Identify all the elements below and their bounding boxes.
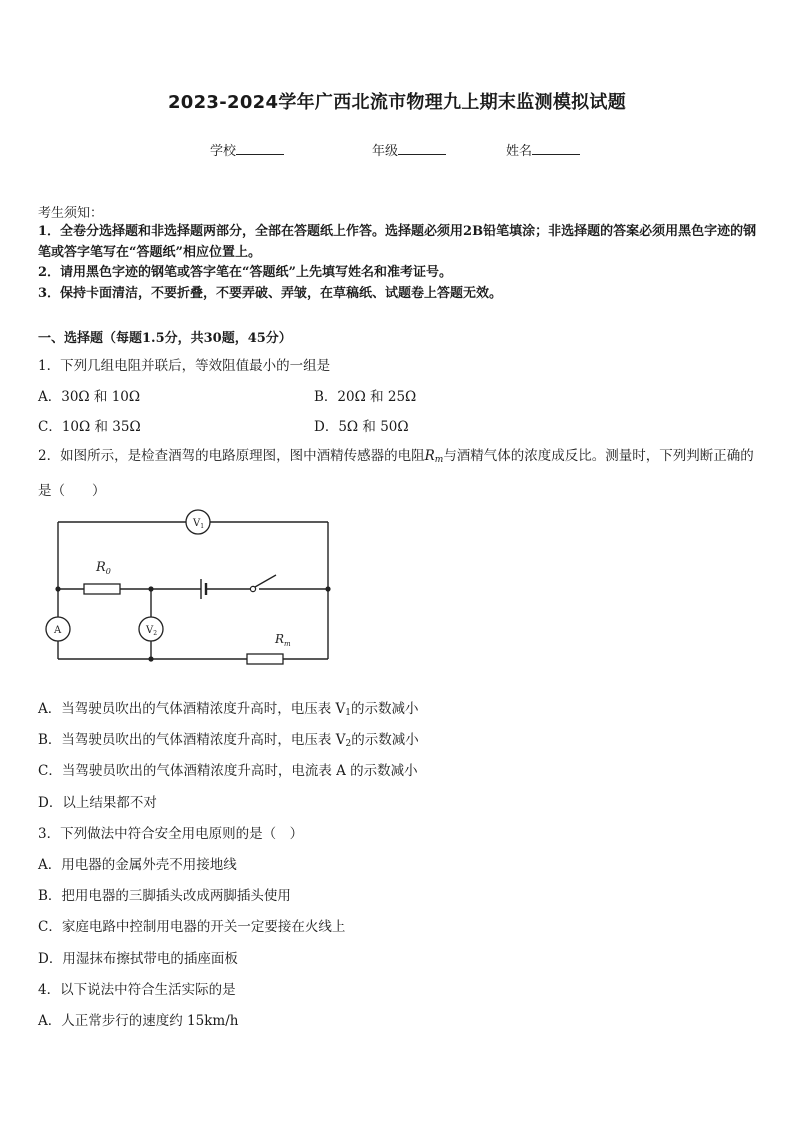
q2-a-text: 的示数减小 [351,701,419,717]
notice-item: 3．保持卡面清洁，不要折叠，不要弄破、弄皱，在草稿纸、试题卷上答题无效。 [38,286,503,301]
rm-main: R [424,448,435,464]
notice-item: 1．全卷分选择题和非选择题两部分，全部在答题纸上作答。选择题必须用2B铅笔填涂；非选择题的答案必须用黑色字迹的钢笔或答字笔写在“答题纸”相应位置上。 [38,224,757,260]
q2-option-b[interactable] [38,728,419,749]
switch-pivot [250,586,255,591]
q3-option-c[interactable]: C．家庭电路中控制用电器的开关一定要接在火线上 [38,919,346,935]
q2-option-d[interactable]: D．以上结果都不对 [38,795,157,811]
rm-sub: m [434,455,444,465]
q2-stem-part: 2．如图所示，是检查酒驾的电路原理图，图中酒精传感器的电阻 [38,448,425,464]
switch-lever-icon [255,575,276,587]
q2-option-a[interactable] [38,697,419,718]
name-field[interactable] [506,140,580,159]
q1-option-c[interactable]: C．10Ω 和 35Ω [38,419,141,435]
grade-field[interactable] [372,140,446,159]
q2-stem-part: 与酒精气体的浓度成反比。测量时，下列判断正确的是（ ） [38,448,754,499]
q3-option-b[interactable]: B．把用电器的三脚插头改成两脚插头使用 [38,888,291,904]
rm-label: $R_m$ [275,632,291,648]
question-1-stem: 1．下列几组电阻并联后，等效阻值最小的一组是 [38,358,331,374]
q3-option-d[interactable]: D．用湿抹布擦拭带电的插座面板 [38,951,238,967]
school-field[interactable] [210,140,284,159]
ammeter-label: A [54,625,62,636]
section-heading: 一、选择题（每题1.5分，共30题，45分） [38,331,292,346]
q1-option-b[interactable]: B．20Ω 和 25Ω [314,389,417,405]
junction-dot [148,586,153,591]
q2-a-text: A．当驾驶员吹出的气体酒精浓度升高时，电压表 V [38,701,346,717]
breathalyzer-circuit-diagram [38,505,338,670]
junction-dot [325,586,330,591]
question-2-stem [38,441,758,507]
q2-b-text: B．当驾驶员吹出的气体酒精浓度升高时，电压表 V [38,732,346,748]
question-4-stem: 4．以下说法中符合生活实际的是 [38,982,236,998]
v2-label: $V_2$ [146,625,158,637]
question-3-stem: 3．下列做法中符合安全用电原则的是（ ） [38,826,304,842]
q2-b-text: 的示数减小 [351,732,419,748]
q1-option-a[interactable]: A．30Ω 和 10Ω [38,389,141,405]
v1-label: $V_1$ [193,518,205,530]
school-label: 学校 [210,144,237,159]
notice-item: 2．请用黑色字迹的钢笔或答字笔在“答题纸”上先填写姓名和准考证号。 [38,265,453,280]
page-title: 2023-2024学年广西北流市物理九上期末监测模拟试题 [167,92,627,113]
name-label: 姓名 [506,144,533,159]
school-blank[interactable] [236,142,284,155]
q4-option-a[interactable]: A．人正常步行的速度约 15km/h [38,1013,239,1029]
grade-blank[interactable] [398,142,446,155]
r0-label: $R_0$ [96,560,111,576]
q3-option-a[interactable]: A．用电器的金属外壳不用接地线 [38,857,237,873]
resistor-r0-icon [84,584,120,594]
q2-a-sub: 1 [345,708,352,718]
grade-label: 年级 [372,144,399,159]
junction-dot [148,656,153,661]
q2-b-sub: 2 [345,739,352,749]
q2-rm-symbol [425,448,444,464]
notice-heading: 考生须知： [38,206,104,221]
resistor-rm-icon [247,654,283,664]
junction-dot [55,586,60,591]
q1-option-d[interactable]: D．5Ω 和 50Ω [314,419,409,435]
name-blank[interactable] [532,142,580,155]
q2-option-c[interactable]: C．当驾驶员吹出的气体酒精浓度升高时，电流表 A 的示数减小 [38,763,418,779]
